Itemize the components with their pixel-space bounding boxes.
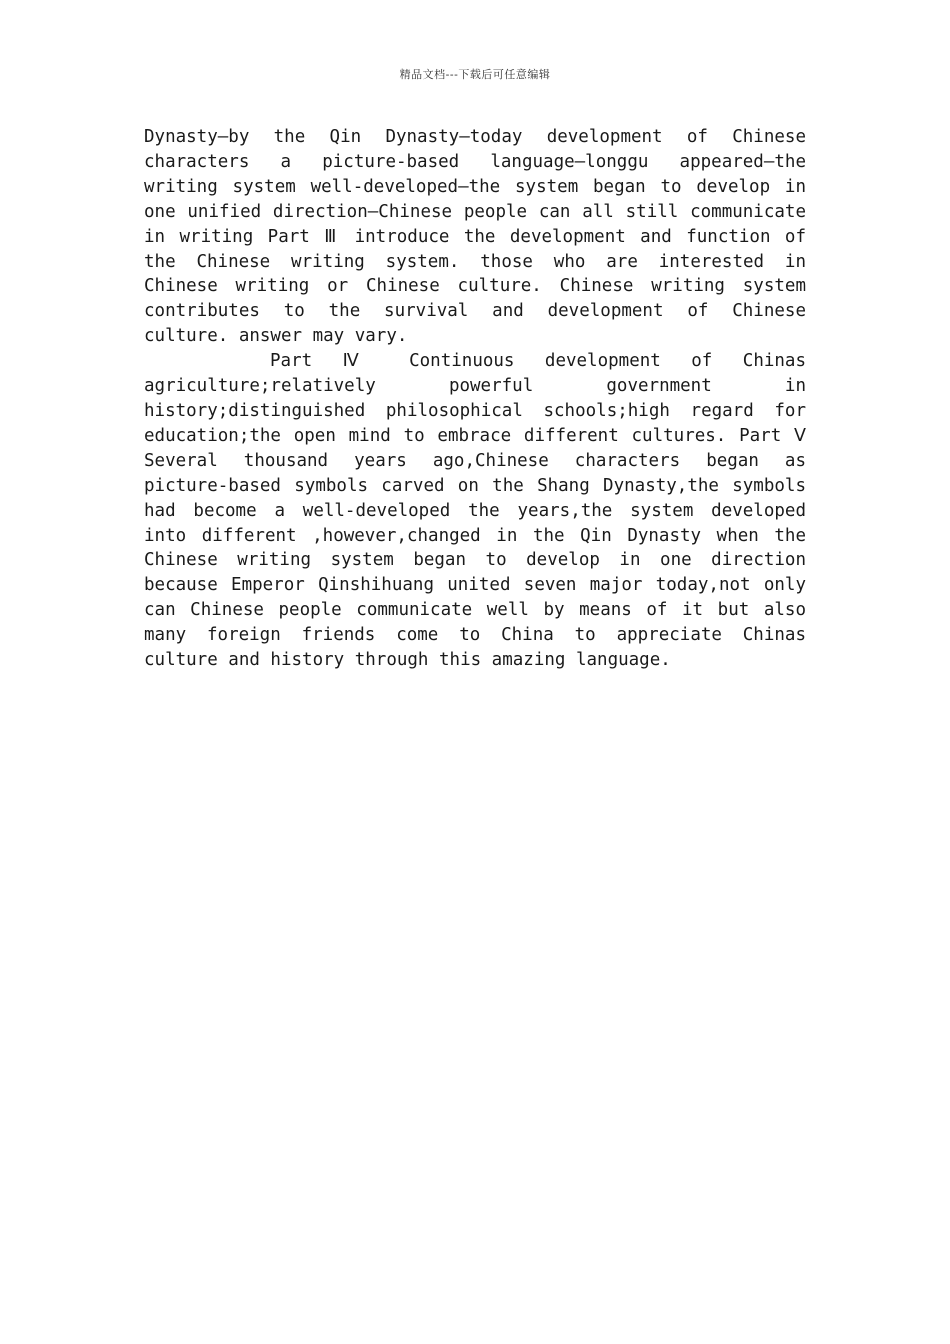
page-header: 精品文档---下载后可任意编辑 <box>399 68 551 81</box>
paragraph-2: Part Ⅳ Continuous development of Chinas agriculture;relatively powerful government in history;distinguished philosophical schools;high regard for education;the open mind to embrace different cultures. Part Ⅴ Several thousand years ago,Chinese characters began as picture-based symbols carved on the Shang Dynasty,the symbols had become a well-developed the years,the system developed into different ,however,changed in the Qin Dynasty when the Chinese writing system began to develop in one direction because Emperor Qinshihuang united seven major today,not only can Chinese people communicate well by means of it but also many foreign friends come to China to appreciate Chinas culture and history through this amazing language. <box>144 351 806 671</box>
document-body <box>144 125 806 673</box>
paragraph-1: Dynasty—by the Qin Dynasty—today development of Chinese characters a picture-based language—longgu appeared—the writing system well-developed—the system began to develop in one unified direction—Chinese people can all still communicate in writing Part Ⅲ introduce the development and function of the Chinese writing system. those who are interested in Chinese writing or Chinese culture. Chinese writing system contributes to the survival and development of Chinese culture. answer may vary. <box>144 127 806 347</box>
